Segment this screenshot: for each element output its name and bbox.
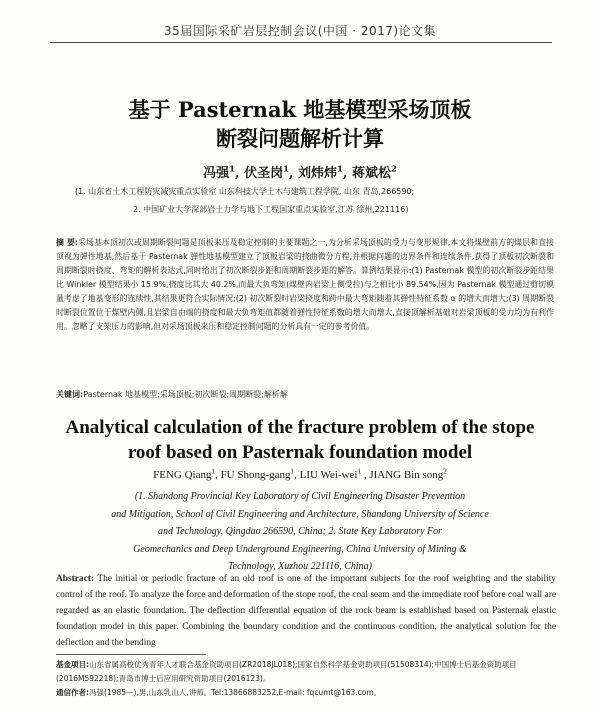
author-cn: 刘炜炜$^1$, <box>298 163 348 181</box>
affiliations-en <box>0 488 600 576</box>
abstract-cn-text: 采场基本顶初次或周期断裂问题是顶板来压及稳定控制的主要课题之一,为分析采场顶板的受力与变形规律,本文将煤壁前方的煤层和直接顶视为弹性地基,然后基于 Pasternak 弹性地基模型建立了顶板岩梁的挠曲微分方程,并根据问题的边界条件和连续条件,获得了顶板初次断裂和周期断裂时挠度、弯矩的解析表达式,同时给出了初次断裂步距和周期断裂步距的解答。算例结果显示:(1) Pasternak 模型的初次断裂步距结果比 Winkler 模型结果小 15.9%,挠度比其大 40.2%,而最大负弯矩(煤壁内岩梁上侧受拉)与之相比小 89.54%,因为 Pasternak 模型通过剪切模量考虑了地基变形的连续性,其结果更符合实际情况;(2) 初次断裂时岩梁挠度和跨中最大弯矩随着其弹性特征系数 α 的增大而增大;(3) 周期断裂时断裂位置位于煤壁内侧,且岩梁自由端的挠度和最大负弯矩值都随着弹性特征系数的增大而增大,直接顶解析基础对岩梁顶板的受力均为有利作用。忽略了支架压力的影响,但对采场顶板来压和稳定控制问题的分析具有一定的参考价值。 <box>56 238 554 331</box>
abstract-en-label: Abstract: <box>56 574 95 584</box>
keywords-cn-label: 关键词: <box>56 390 84 399</box>
affiliation-cn-1: (1. 山东省土木工程防灾减灾重点实验室 山东科技大学土木与建筑工程学院, 山东 青岛,266590; <box>75 187 415 196</box>
affiliation-en-line: (1. Shandong Provincial Key Laboratory of Civil Engineering Disaster Prevention <box>134 491 466 502</box>
running-header: 35届国际采矿岩层控制会议(中国 · 2017)论文集 <box>163 24 437 38</box>
abstract-en-text: The initial or periodic fracture of an old roof is one of the important subjects for the roof weighting and the stability control of the roof. To analyze the force and deformation of the stope roof, the coal seam and the immediate roof before coal wall are regarded as an elastic foundation. The deflection differential equation of the rock beam is established based on Pasternak elastic foundation model in this paper. Combining the boundary condition and the continuous condition, the analytical solution for the deflection and the bending <box>56 574 556 648</box>
title-en-line-2: roof based on Pasternak foundation model <box>127 442 473 463</box>
footnote-fund: 基金项目:山东省属高校优秀青年人才联合基金资助项目(ZR2018JL018);国家自然科学基金资助项目(51508314);中国博士后基金资助项目(2016M592218);青岛市博士后应用研究资助项目(2016123)。 <box>56 660 517 683</box>
affiliation-en-line: and Mitigation, School of Civil Engineering and Architecture, Shandong University of Science <box>111 508 489 520</box>
affiliation-cn-2: 2. 中国矿业大学深部岩土力学与地下工程国家重点实验室,江苏 徐州,221116) <box>133 205 409 214</box>
authors-en <box>0 469 600 481</box>
header-rule <box>50 42 552 43</box>
author-cn: 蒋斌松$^2$ <box>351 163 397 181</box>
keywords-cn <box>56 389 554 400</box>
affiliation-en-line: Geomechanics and Deep Underground Engineering, China University of Mining & <box>133 543 467 555</box>
footnote-author: 通信作者:冯强(1985—),男,山东乳山人,讲师。Tel:13866883252,E-mail: fqcumt@163.com。 <box>56 688 382 697</box>
abstract-cn <box>56 236 554 334</box>
title-cn-line-2: 断裂问题解析计算 <box>216 126 384 151</box>
footnotes <box>56 658 556 700</box>
authors-cn <box>0 162 600 181</box>
footnote-rule <box>56 654 206 655</box>
author-cn: 冯强$^1$, <box>203 163 240 181</box>
author-en: FU Shong-gang$^1$, <box>220 467 300 481</box>
keywords-cn-text: Pasternak 地基模型;采场顶板;初次断裂;周期断裂;解析解 <box>83 390 288 399</box>
title-en-line-1: Analytical calculation of the fracture problem of the stope <box>65 417 535 438</box>
author-en: JIANG Bin song$^2$ <box>369 467 447 481</box>
author-en: LIU Wei-wei$^1$ , <box>299 467 370 481</box>
abstract-en <box>56 571 556 651</box>
affiliation-en-line: and Technology, Qingdao 266590, China; 2. State Key Laboratory For <box>157 526 443 537</box>
affiliation-en-line: Technology, Xuzhou 221116, China) <box>228 561 372 572</box>
title-cn-line-1: 基于 Pasternak 地基模型采场顶板 <box>128 97 472 122</box>
author-en: FENG Qiang$^1$, <box>153 467 221 481</box>
abstract-cn-label: 摘 要: <box>56 238 78 247</box>
author-cn: 伏圣岗$^1$, <box>244 163 294 181</box>
